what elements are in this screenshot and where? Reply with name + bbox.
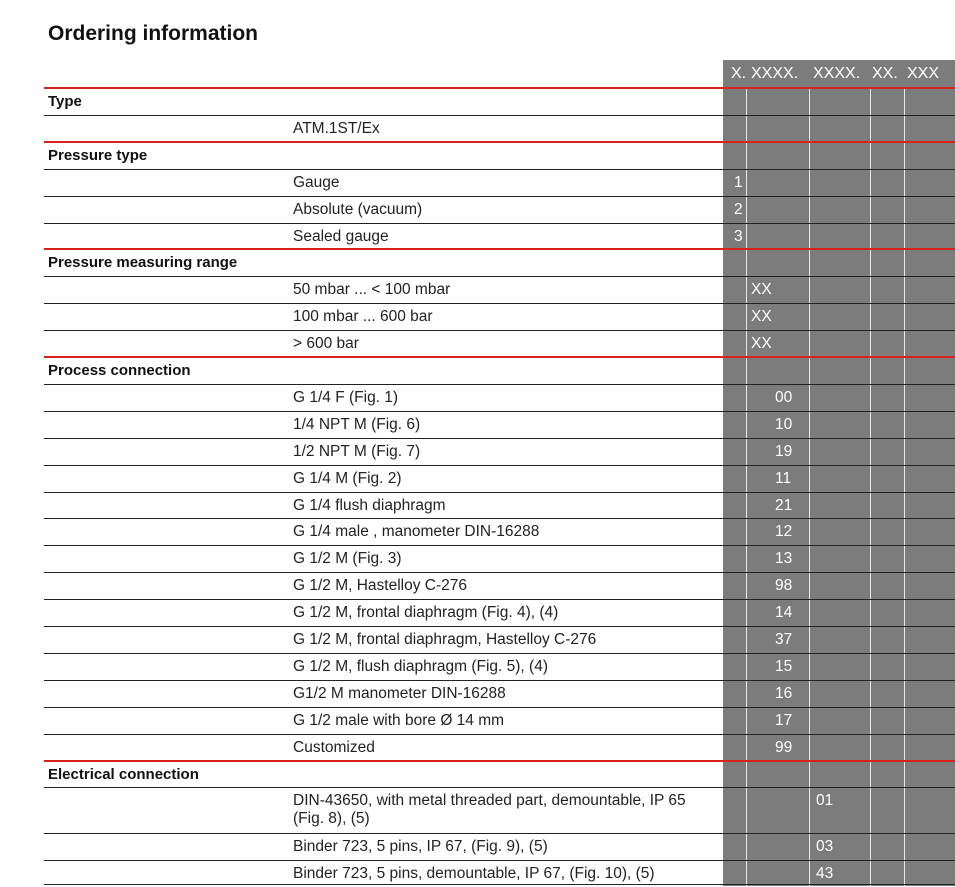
order-code: 19 [775,442,793,460]
option-row [0,653,955,680]
section-rule [44,356,955,358]
option-label: Absolute (vacuum) [293,200,423,218]
page-title: Ordering information [48,22,258,45]
option-label: Gauge [293,173,340,191]
option-label: DIN-43650, with metal threaded part, demountable, IP 65 (Fig. 8), (5) [293,792,686,828]
order-code: 12 [775,523,793,541]
section-rule [44,248,955,250]
option-label: G 1/4 flush diaphragm [293,496,446,514]
category-row [0,142,955,169]
row-rule [44,734,955,735]
category-row [0,357,955,384]
option-label: G 1/2 M, frontal diaphragm, Hastelloy C-276 [293,631,597,648]
option-label: Binder 723, 5 pins, IP 67, (Fig. 9), (5) [293,838,548,856]
option-row [0,303,955,330]
option-label: 50 mbar ... < 100 mbar [293,281,451,299]
row-rule [44,330,955,331]
code-segment: XX. [872,65,898,82]
section-rule [44,141,955,143]
option-row [0,545,955,572]
category-row [0,761,955,788]
row-rule [44,833,955,834]
category-label: Electrical connection [48,765,199,783]
section-rule [44,87,955,89]
order-code: 13 [775,550,793,568]
option-row [0,196,955,223]
row-rule [44,384,955,385]
row-rule [44,303,955,304]
order-code: 17 [775,711,793,729]
code-segment: XXXX. [813,65,861,82]
option-label: G 1/2 M, Hastelloy C-276 [293,577,468,595]
option-label: G 1/4 M (Fig. 2) [293,469,402,487]
order-code: 21 [775,496,793,514]
category-row [0,88,955,115]
order-code: 16 [775,684,793,702]
row-rule [44,518,955,519]
order-code: XX [751,308,772,326]
option-row [0,115,955,142]
table-bottom-rule [44,884,955,885]
option-row [0,734,955,761]
option-row [0,860,955,887]
order-code: XX [751,281,772,299]
option-row [0,680,955,707]
order-code: 1 [734,173,743,191]
row-rule [44,411,955,412]
option-row [0,572,955,599]
option-row [0,599,955,626]
order-code: 3 [734,227,743,245]
row-rule [44,572,955,573]
option-label: G1/2 M manometer DIN-16288 [293,684,506,702]
code-segment: XXXX. [751,65,799,82]
order-code: 03 [816,838,834,856]
row-rule [44,680,955,681]
order-code: 98 [775,577,793,595]
option-row [0,330,955,357]
option-label: Binder 723, 5 pins, demountable, IP 67, (Fig. 10), (5) [293,865,655,883]
option-row [0,438,955,465]
order-code: 01 [816,792,834,810]
code-segment: XXX [907,65,940,82]
option-row [0,518,955,545]
option-row [0,626,955,653]
order-code: 11 [775,469,792,487]
row-rule [44,223,955,224]
option-label: 1/4 NPT M (Fig. 6) [293,415,421,433]
row-rule [44,626,955,627]
option-label: 100 mbar ... 600 bar [293,308,433,326]
option-row [0,492,955,519]
row-rule [44,787,955,788]
option-row [0,707,955,734]
option-label: G 1/2 M, flush diaphragm (Fig. 5), (4) [293,657,548,675]
option-row [0,787,955,833]
section-rule [44,760,955,762]
row-rule [44,707,955,708]
row-rule [44,169,955,170]
option-row [0,384,955,411]
order-code: 00 [775,388,793,406]
option-label: > 600 bar [293,335,359,353]
category-label: Process connection [48,362,191,379]
row-rule [44,276,955,277]
option-label: 1/2 NPT M (Fig. 7) [293,442,421,460]
option-label: G 1/2 M, frontal diaphragm (Fig. 4), (4) [293,604,559,622]
row-rule [44,115,955,116]
code-segment: X. [731,65,747,82]
order-code: 37 [775,631,793,648]
category-label: Pressure measuring range [48,254,238,272]
order-code: 14 [775,604,793,622]
row-rule [44,438,955,439]
category-row [0,249,955,276]
option-row [0,411,955,438]
option-row [0,223,955,250]
row-rule [44,465,955,466]
row-rule [44,545,955,546]
option-label: G 1/2 M (Fig. 3) [293,550,402,568]
order-code: 2 [734,200,743,218]
order-code: 10 [775,415,793,433]
category-label: Pressure type [48,146,148,164]
option-row [0,169,955,196]
option-row [0,465,955,492]
order-code: 15 [775,657,793,675]
option-label: Sealed gauge [293,227,389,245]
order-code: XX [751,335,772,353]
option-label: ATM.1ST/Ex [293,119,380,137]
category-label: Type [48,93,82,110]
order-code: 99 [775,738,793,756]
option-row [0,276,955,303]
row-rule [44,653,955,654]
option-row [0,833,955,860]
option-label: G 1/4 male , manometer DIN-16288 [293,523,540,541]
row-rule [44,599,955,600]
row-rule [44,860,955,861]
order-code: 43 [816,865,834,883]
option-label: G 1/2 male with bore Ø 14 mm [293,711,505,729]
option-label: G 1/4 F (Fig. 1) [293,388,399,406]
row-rule [44,492,955,493]
row-rule [44,196,955,197]
option-label: Customized [293,738,375,756]
